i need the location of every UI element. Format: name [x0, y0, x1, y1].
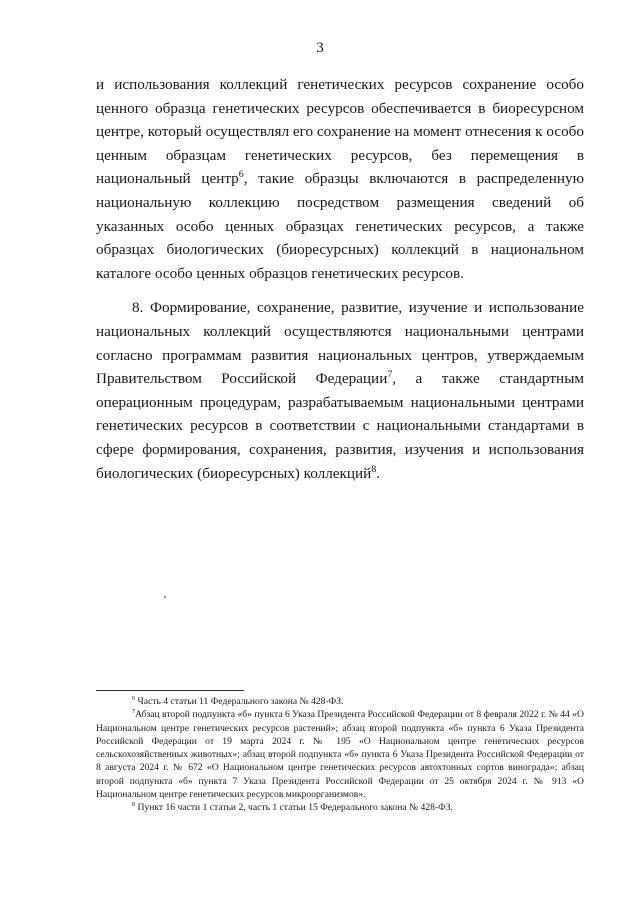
paragraph2-text-part2: , а также стандартным операционным процедурам, разрабатываемым национальными центрами генетических ресурсов в соответствии с национальными стандартами в сфере формирования, сохранения, развития, изучения и использования биологических (биоресурсных) коллекций	[96, 370, 585, 482]
footnote-text: Абзац второй подпункта «б» пункта 6 Указа Президента Российской Федерации от 8 февраля 2022 г. № 44 «О Национальном центре генетических ресурсов растений»; абзац второй подпункта «б» пункта 6 Указа Президента Российской Федерации от 19 марта 2024 г. № 195 «О Национальном центре генетических ресурсов сельскохозяйственных животных»; абзац второй подпункта «б» пункта 6 Указа Президента Российской Федерации от 8 августа 2024 г. № 672 «О Национальном центре генетических ресурсов автохтонных сортов винограда»; абзац второй подпункта «б» пункта 7 Указа Президента Российской Федерации от 25 октября 2024 г. № 913 «О Национальном центре генетических ресурсов микроорганизмов».	[96, 709, 584, 801]
scan-speck	[164, 596, 166, 598]
footnote-7	[96, 708, 584, 801]
footnote-8	[96, 801, 584, 814]
footnote-6	[96, 695, 584, 708]
body-text	[96, 73, 584, 485]
footnote-text: Пункт 16 части 1 статьи 2, часть 1 статьи 15 Федерального закона № 428-ФЗ.	[135, 802, 453, 814]
paragraph-8	[96, 296, 584, 485]
paragraph2-text-part1: 8. Формирование, сохранение, развитие, изучение и использование национальных коллекций осуществляются национальными центрами согласно программам развития национальных центров, утверждаемым Правительством Российской Федерации	[96, 299, 584, 388]
footnotes	[96, 695, 584, 815]
footnote-ref-8[interactable]: 8	[371, 463, 377, 475]
footnote-ref-7[interactable]: 7	[387, 369, 393, 381]
footnote-number: 8	[132, 801, 136, 809]
footnote-number: 7	[132, 708, 136, 716]
paragraph-continuation	[96, 73, 584, 285]
footnote-ref-6[interactable]: 6	[238, 169, 244, 181]
footnote-separator	[96, 690, 244, 691]
paragraph1-text-part1: и использования коллекций генетических ресурсов сохранение особо ценного образца генетических ресурсов обеспечивается в биоресурсном центре, который осуществлял его сохранение на момент отнесения к особо ценным образцам генетических ресурсов, без перемещения в национальный центр	[96, 76, 584, 188]
paragraph2-text-part3: .	[376, 464, 381, 482]
paragraph1-text-part2: , такие образцы включаются в распределенную национальную коллекцию посредством размещения сведений об указанных особо ценных образцах генетических ресурсов, а также образцах биологических (биоресурсных) коллекций в национальном каталоге особо ценных образцов генетических ресурсов.	[96, 170, 584, 282]
footnote-text: Часть 4 статьи 11 Федерального закона № 428-ФЗ.	[135, 696, 344, 707]
footnote-number: 6	[132, 694, 136, 702]
page-number: 3	[316, 40, 324, 56]
